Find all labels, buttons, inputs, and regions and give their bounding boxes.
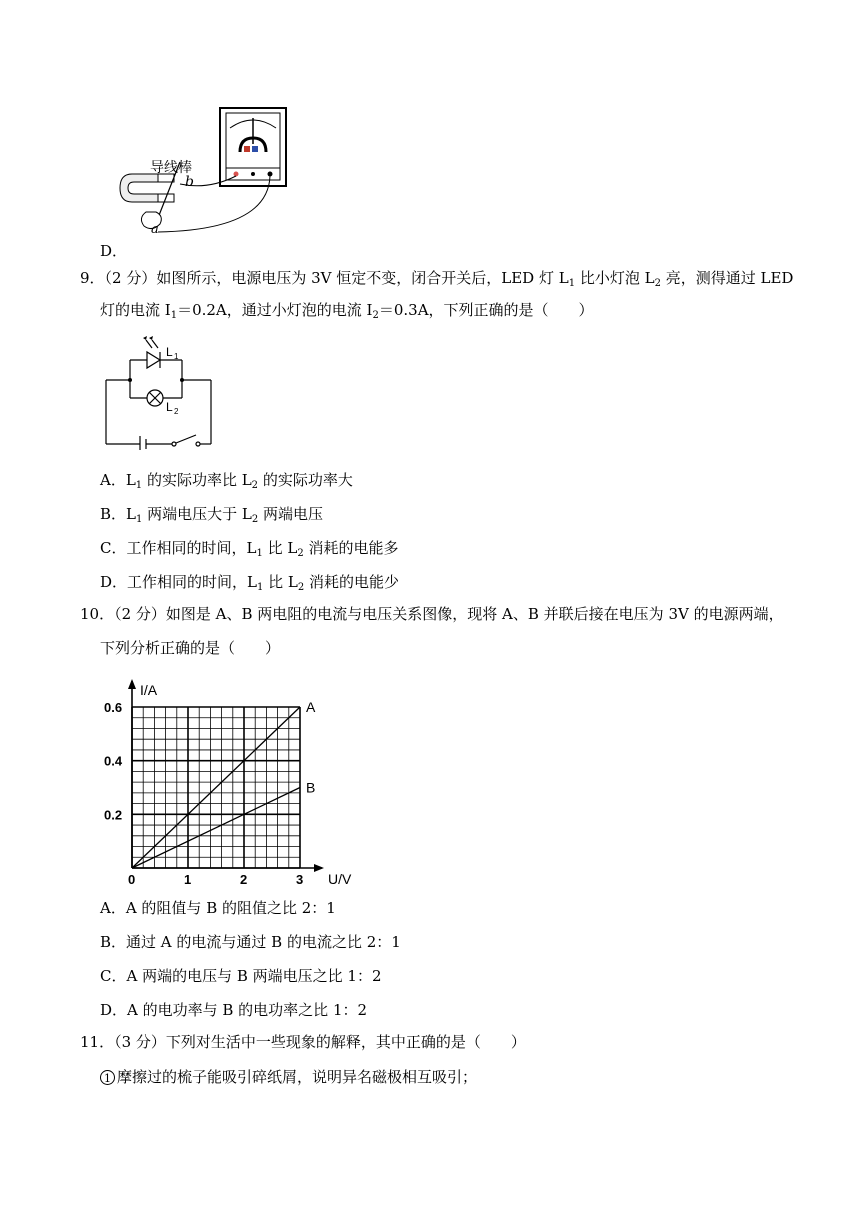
q9-option-d: D．工作相同的时间，$L_1$ 比 $L_2$ 消耗的电能少 xyxy=(100,573,400,593)
circuit-label-l2-sub: 2 xyxy=(174,407,179,416)
y-axis-arrow xyxy=(128,679,136,689)
rod-label: 导线棒 xyxy=(150,160,192,176)
y-axis-label: I/A xyxy=(140,682,158,698)
y-tick-label: 0.2 xyxy=(104,807,123,823)
question-9-line-1: 9．（2 分）如图所示，电源电压为 3V 恒定不变，闭合开关后，LED 灯 $L_1$ 比小灯泡 $L_2$ 亮，测得通过 LED xyxy=(80,269,794,289)
x-axis-arrow xyxy=(314,864,324,872)
q10-option-d: D．A 的电功率与 B 的电功率之比 1：2 xyxy=(100,1001,368,1019)
series-line-a xyxy=(132,707,300,868)
x-axis-label: U/V xyxy=(328,871,352,887)
rod-end-b-label: b xyxy=(185,174,194,190)
x-tick-label: 3 xyxy=(296,872,304,887)
q9-option-c: C．工作相同的时间，$L_1$ 比 $L_2$ 消耗的电能多 xyxy=(100,539,399,559)
q10-option-c: C．A 两端的电压与 B 两端电压之比 1：2 xyxy=(100,967,382,985)
q10-option-a: A．A 的阻值与 B 的阻值之比 2：1 xyxy=(100,899,336,917)
question-9-line-2: 灯的电流 $I_1=0.2A$，通过小灯泡的电流 $I_2=0.3A$，下列正确的是（ ） xyxy=(100,301,594,321)
series-line-b xyxy=(132,788,300,869)
option-d-label: D． xyxy=(100,242,128,260)
series-label-b: B xyxy=(306,779,316,796)
iv-chart xyxy=(100,672,370,892)
rod-end-a-label: a xyxy=(151,222,159,237)
q9-option-a: A．$L_1$ 的实际功率比 $L_2$ 的实际功率大 xyxy=(100,471,353,491)
series-label-a: A xyxy=(306,699,316,715)
circuit-label-l1-sub: 1 xyxy=(174,352,179,361)
question-10-line-1: 10．（2 分）如图是 A、B 两电阻的电流与电压关系图像，现将 A、B 并联后接在电压为 3V 的电源两端， xyxy=(80,605,784,623)
question-10-line-2: 下列分析正确的是（ ） xyxy=(100,639,281,657)
q9-option-b: B．$L_1$ 两端电压大于 $L_2$ 两端电压 xyxy=(100,505,324,525)
question-11-line-1: 11．（3 分）下列对生活中一些现象的解释，其中正确的是（ ） xyxy=(80,1033,526,1051)
circuit-label-l1: L xyxy=(166,345,173,359)
circuit-diagram xyxy=(100,330,225,450)
y-tick-label: 0.6 xyxy=(104,700,123,715)
x-tick-label: 2 xyxy=(240,872,248,887)
q10-option-b: B．通过 A 的电流与通过 B 的电流之比 2：1 xyxy=(100,933,401,951)
item-number-badge: 1 xyxy=(100,1070,115,1085)
x-tick-label: 0 xyxy=(128,872,136,887)
galvanometer-figure xyxy=(118,100,288,240)
circuit-label-l2: L xyxy=(166,400,173,414)
y-tick-label: 0.4 xyxy=(104,753,123,769)
question-11-item-1: 1 摩擦过的梳子能吸引碎纸屑，说明异名磁极相互吸引； xyxy=(100,1070,477,1085)
x-tick-label: 1 xyxy=(184,872,192,887)
